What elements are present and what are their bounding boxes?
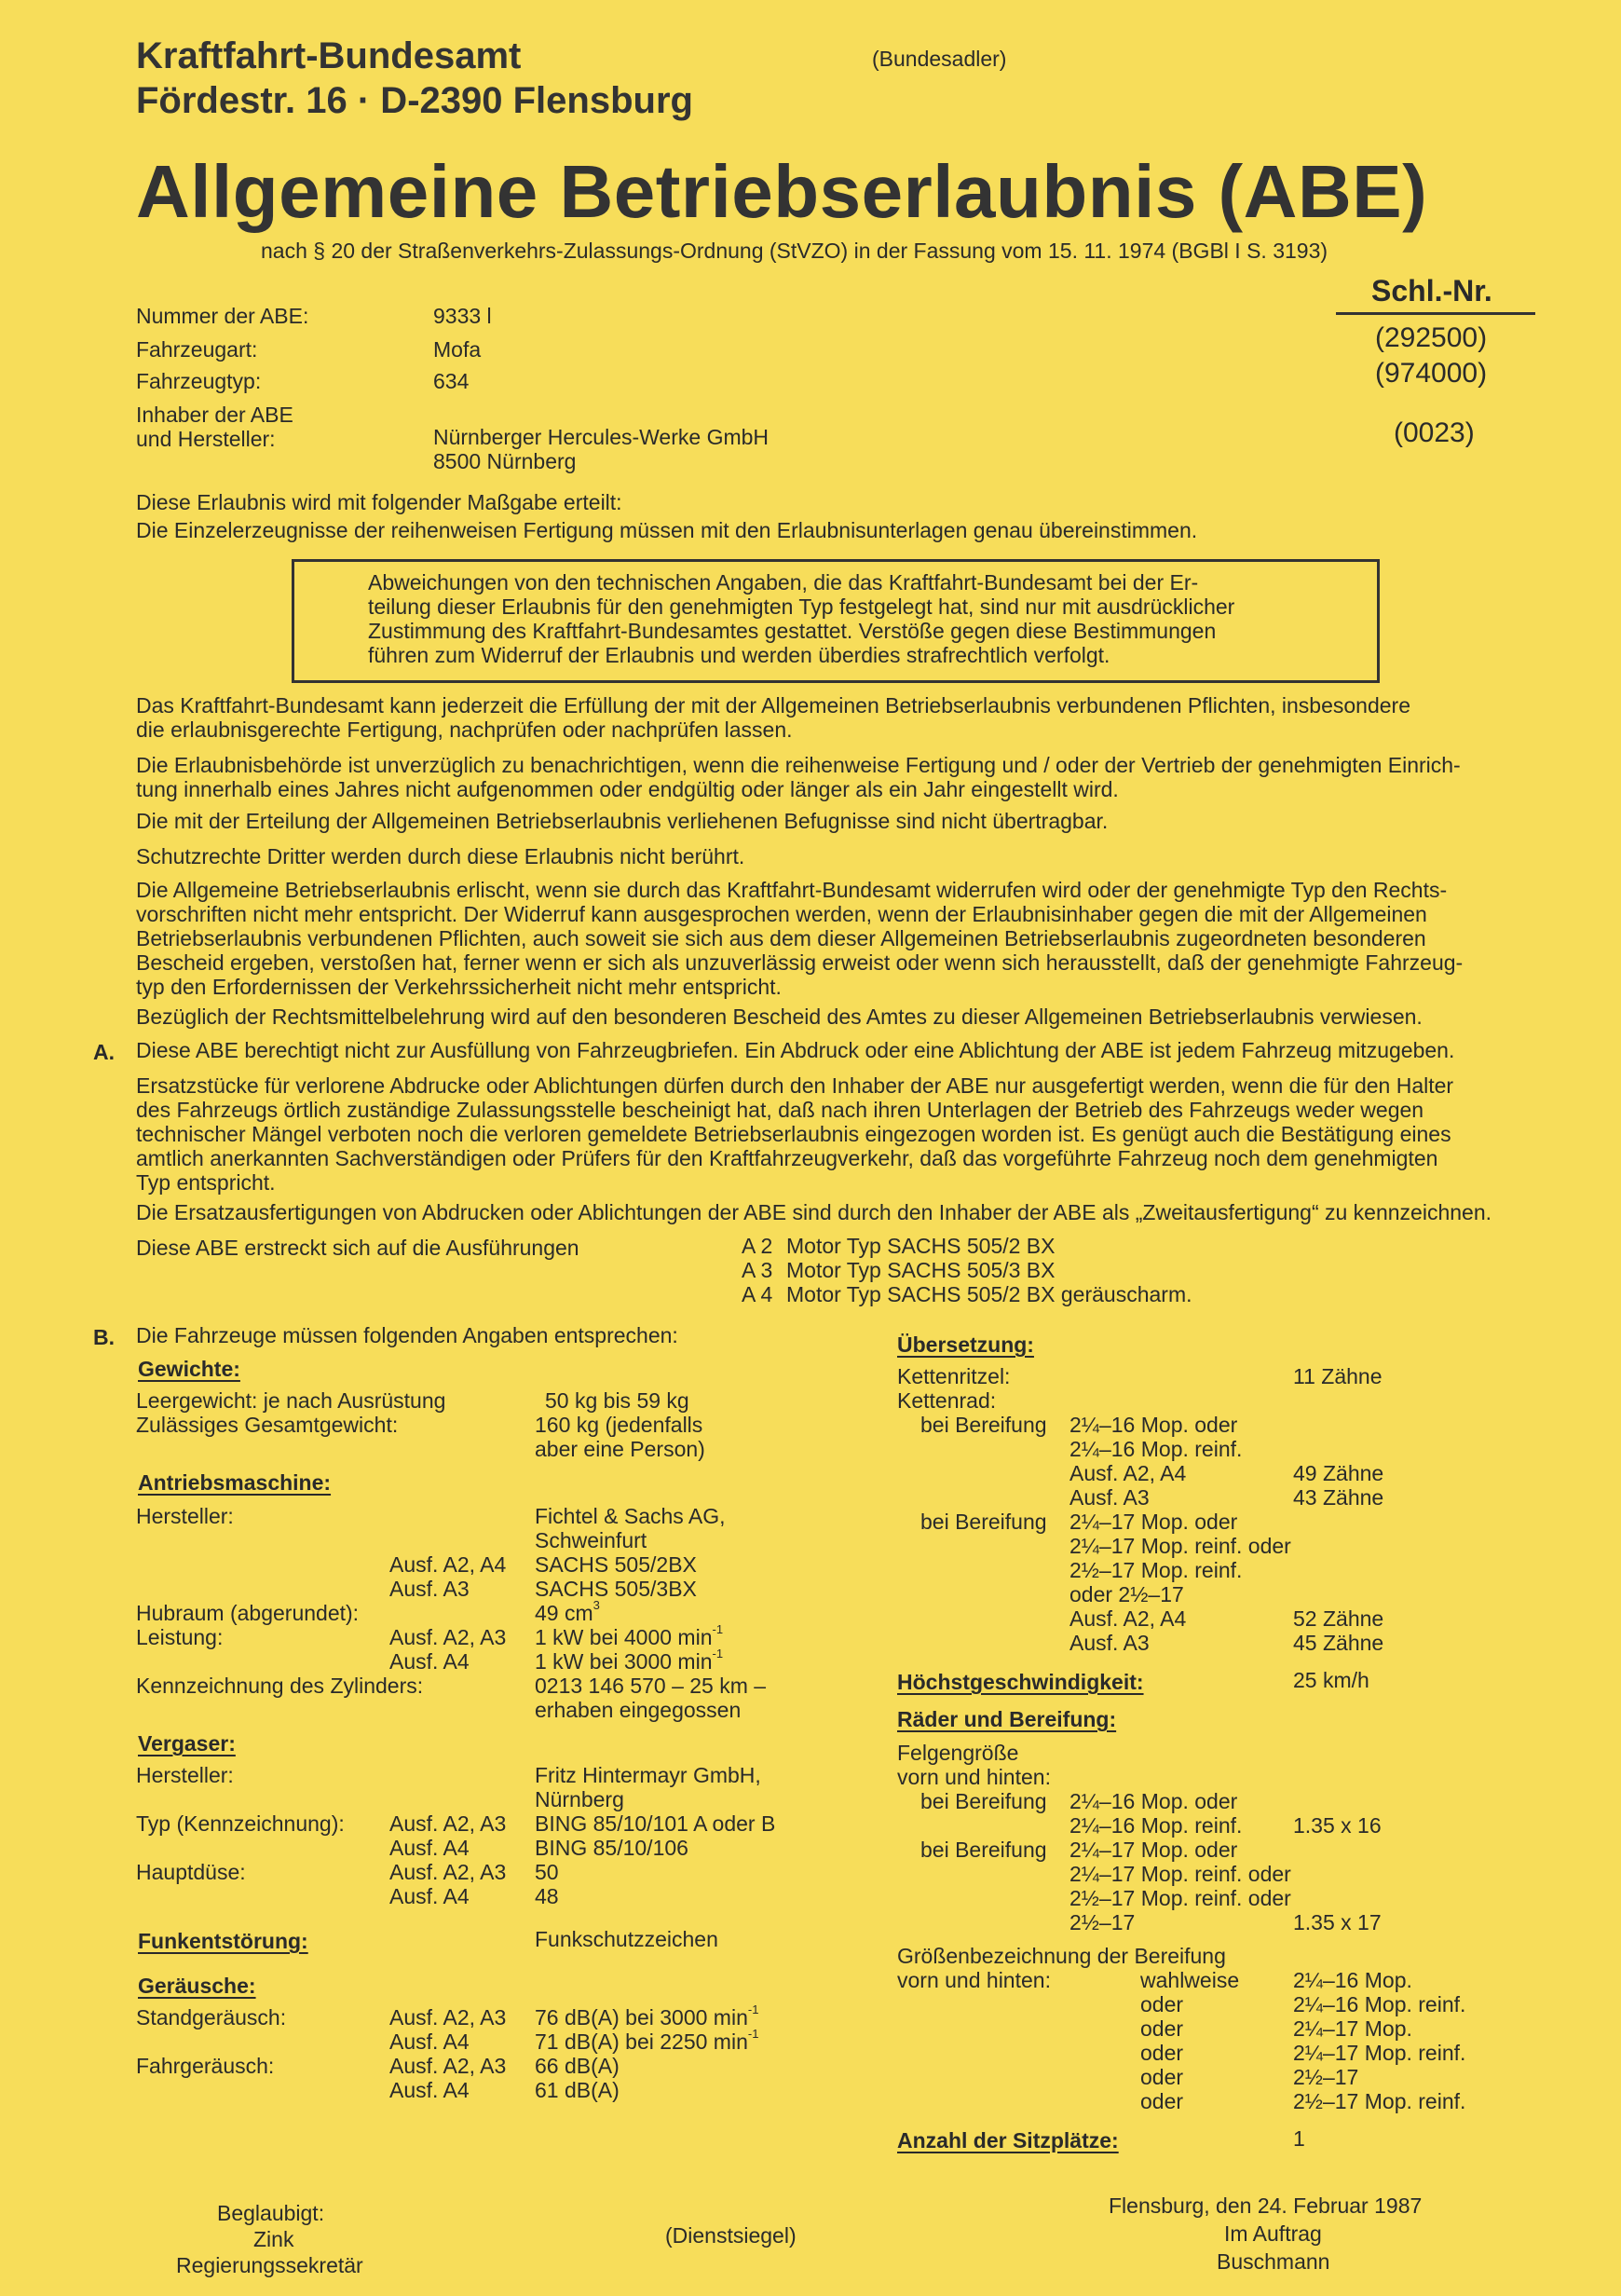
spec-value: oder 2½–17 (1069, 1582, 1184, 1606)
spec-value: 2¼–16 Mop. reinf. (1069, 1813, 1243, 1838)
spec-variant: Ausf. A3 (1069, 1631, 1150, 1655)
document-title: Allgemeine Betriebserlaubnis (ABE) (136, 150, 1428, 233)
certified-label: Beglaubigt: (217, 2201, 325, 2225)
section-a-line: amtlich anerkannten Sachverständigen oder Prüfers für den Kraftfahrzeugverkehr, daß das vorgeführte Fahrzeug noch dem genehmigten (136, 1146, 1438, 1170)
spec-connector: oder (1140, 2041, 1184, 2065)
paragraph-line: Bezüglich der Rechtsmittelbelehrung wird auf den besonderen Bescheid des Amtes zu dieser Allgemeinen Betriebserlaubnis verwiesen. (136, 1004, 1423, 1029)
seal-note: (Dienstsiegel) (665, 2223, 797, 2248)
spec-value: 1 kW bei 4000 $\min^{-1}$ (535, 1622, 724, 1649)
spec-value: SACHS 505/2BX (535, 1552, 697, 1577)
spec-connector: oder (1140, 2065, 1184, 2089)
variant-value: Motor Typ SACHS 505/3 BX (786, 1258, 1056, 1282)
spec-value: 0213 146 570 – 25 km – (535, 1674, 767, 1698)
spec-value: 25 km/h (1293, 1668, 1369, 1692)
intro-line: Die Einzelerzeugnisse der reihenweisen Fertigung müssen mit den Erlaubnisunterlagen genau übereinstimmen. (136, 518, 1198, 542)
notice-line: Abweichungen von den technischen Angaben, die das Kraftfahrt-Bundesamt bei der Er- (368, 570, 1199, 594)
heading-carburetor: Vergaser: (138, 1731, 236, 1756)
on-behalf: Im Auftrag (1224, 2221, 1322, 2246)
notice-line: Zustimmung des Kraftfahrt-Bundesamtes gestattet. Verstöße gegen diese Bestimmungen (368, 619, 1217, 643)
spec-label: Größenbezeichnung der Bereifung (897, 1944, 1226, 1968)
place-date: Flensburg, den 24. Februar 1987 (1109, 2194, 1423, 2218)
section-a-line: Typ entspricht. (136, 1170, 276, 1195)
spec-value: Fichtel & Sachs AG, (535, 1504, 726, 1528)
spec-value: BING 85/10/106 (535, 1836, 688, 1860)
spec-value: 76 dB(A) bei 3000 $\min^{-1}$ (535, 2002, 759, 2030)
paragraph-line: Schutzrechte Dritter werden durch diese Erlaubnis nicht berührt. (136, 844, 745, 868)
section-a-line: Die Ersatzausfertigungen von Abdrucken oder Ablichtungen der ABE sind durch den Inhaber der ABE als „Zweitausfertigung“ zu kennzeichnen. (136, 1200, 1492, 1224)
certifier-rank: Regierungssekretär (176, 2253, 363, 2277)
spec-variant: Ausf. A2, A4 (1069, 1606, 1187, 1631)
spec-label: Kettenrad: (897, 1388, 997, 1413)
spec-label: Typ (Kennzeichnung): (136, 1811, 345, 1836)
authority-address: Fördestr. 16 · D-2390 Flensburg (136, 80, 693, 121)
spec-value: 48 (535, 1884, 559, 1908)
spec-label: Hauptdüse: (136, 1860, 246, 1884)
spec-label: vorn und hinten: (897, 1968, 1051, 1992)
paragraph-line: tung innerhalb eines Jahres nicht aufgenommen oder endgültig oder länger als ein Jahr eingestellt wird. (136, 777, 1119, 801)
spec-label: Fahrgeräusch: (136, 2054, 275, 2078)
section-a-line: Diese ABE berechtigt nicht zur Ausfüllung von Fahrzeugbriefen. Ein Abdruck oder eine Ablichtung der ABE ist jedem Fahrzeug mitzugeben. (136, 1038, 1455, 1062)
spec-label: bei Bereifung (920, 1413, 1047, 1437)
heading-engine: Antriebsmaschine: (138, 1470, 332, 1495)
spec-value: 2¼–17 Mop. reinf. (1293, 2041, 1466, 2065)
holder-value: Nürnberger Hercules-Werke GmbH (433, 425, 770, 449)
spec-label: Hersteller: (136, 1504, 234, 1528)
heading-max-speed: Höchstgeschwindigkeit: (897, 1670, 1144, 1694)
spec-value: Nürnberg (535, 1787, 624, 1811)
emblem-note: (Bundesadler) (872, 47, 1007, 71)
vehicle-type-label: Fahrzeugtyp: (136, 369, 262, 393)
spec-value: 2¼–17 Mop. (1293, 2016, 1412, 2041)
holder-value: 8500 Nürnberg (433, 449, 577, 473)
spec-variant: Ausf. A3 (389, 1577, 470, 1601)
variant-key: A 4 (742, 1282, 773, 1306)
spec-value: 160 kg (jedenfalls (535, 1413, 703, 1437)
spec-value: 2¼–17 Mop. oder (1069, 1510, 1238, 1534)
spec-label: Kettenritzel: (897, 1364, 1011, 1388)
spec-variant: Ausf. A2, A4 (1069, 1461, 1187, 1485)
heading-noise: Geräusche: (138, 1974, 256, 1998)
spec-variant: Ausf. A4 (389, 2078, 470, 2102)
paragraph-line: Das Kraftfahrt-Bundesamt kann jederzeit die Erfüllung der mit der Allgemeinen Betriebserlaubnis verbundenen Pflichten, insbesondere (136, 693, 1411, 718)
document-subtitle: nach § 20 der Straßenverkehrs-Zulassungs-Ordnung (StVZO) in der Fassung vom 15. 11. 1974 (BGBl I S. 3193) (261, 239, 1328, 263)
spec-value: 1.35 x 17 (1293, 1910, 1382, 1934)
spec-value: 1.35 x 16 (1293, 1813, 1382, 1838)
spec-variant: Ausf. A2, A4 (389, 1552, 507, 1577)
spec-value: Schweinfurt (535, 1528, 647, 1552)
spec-value: 2½–17 (1069, 1910, 1136, 1934)
spec-label: bei Bereifung (920, 1789, 1047, 1813)
spec-connector: oder (1140, 2016, 1184, 2041)
spec-variant: Ausf. A3 (1069, 1485, 1150, 1510)
spec-value: 49 Zähne (1293, 1461, 1384, 1485)
spec-value: 11 Zähne (1293, 1364, 1383, 1388)
spec-label: Hubraum (abgerundet): (136, 1601, 360, 1625)
spec-value: erhaben eingegossen (535, 1698, 742, 1722)
spec-value: 66 dB(A) (535, 2054, 620, 2078)
vehicle-kind-label: Fahrzeugart: (136, 337, 258, 362)
spec-label: Felgengröße (897, 1741, 1019, 1765)
schl-nr-rule (1336, 312, 1535, 315)
schl-nr-value: (292500) (1375, 322, 1488, 353)
spec-variant: Ausf. A4 (389, 1884, 470, 1908)
spec-value: 2¼–17 Mop. reinf. oder (1069, 1534, 1291, 1558)
paragraph-line: Bescheid ergeben, verstoßen hat, ferner wenn er sich als unzuverlässig erweist oder wenn sich herausstellt, daß der genehmigte Fahrzeug- (136, 950, 1464, 975)
abe-number-value: 9333 l (433, 304, 492, 328)
heading-gearing: Übersetzung: (897, 1332, 1034, 1357)
holder-label: Inhaber der ABE (136, 403, 293, 427)
spec-label: Leergewicht: je nach Ausrüstung (136, 1388, 446, 1413)
spec-value: 2¼–16 Mop. oder (1069, 1413, 1238, 1437)
spec-value: 43 Zähne (1293, 1485, 1384, 1510)
spec-label: Zulässiges Gesamtgewicht: (136, 1413, 399, 1437)
spec-value: 2½–17 Mop. reinf. (1069, 1558, 1243, 1582)
spec-value: 2¼–17 Mop. reinf. oder (1069, 1862, 1291, 1886)
spec-value: 2½–17 (1293, 2065, 1359, 2089)
heading-wheels: Räder und Bereifung: (897, 1707, 1117, 1731)
spec-label: bei Bereifung (920, 1838, 1047, 1862)
spec-variant: Ausf. A2, A3 (389, 2005, 507, 2030)
spec-variant: Ausf. A4 (389, 1649, 470, 1674)
spec-connector: wahlweise (1140, 1968, 1240, 1992)
paragraph-line: typ den Erfordernissen der Verkehrssicherheit nicht mehr entspricht. (136, 975, 782, 999)
spec-value: 2½–17 Mop. reinf. (1293, 2089, 1466, 2113)
paragraph-line: vorschriften nicht mehr entspricht. Der Widerruf kann ausgesprochen werden, wenn der Erlaubnisinhaber gegen die mit der Allgemeinen (136, 902, 1427, 926)
spec-variant: Ausf. A2, A3 (389, 1625, 507, 1649)
paragraph-line: Betriebserlaubnis verbundenen Pflichten, auch soweit sie sich aus dem dieser Allgemeinen Betriebserlaubnis zugeordneten besonderen (136, 926, 1426, 950)
spec-value: SACHS 505/3BX (535, 1577, 697, 1601)
spec-value: 2¼–16 Mop. (1293, 1968, 1412, 1992)
schl-nr-value: (974000) (1375, 358, 1488, 389)
variant-value: Motor Typ SACHS 505/2 BX geräuscharm. (786, 1282, 1192, 1306)
spec-value: 45 Zähne (1293, 1631, 1384, 1655)
spec-value: 1 kW bei 3000 $\min^{-1}$ (535, 1647, 724, 1674)
spec-variant: Ausf. A2, A3 (389, 1811, 507, 1836)
schl-nr-value: (0023) (1394, 417, 1475, 448)
paragraph-line: die erlaubnisgerechte Fertigung, nachprüfen oder nachprüfen lassen. (136, 718, 793, 742)
section-a-line: Diese ABE erstreckt sich auf die Ausführungen (136, 1236, 579, 1260)
spec-label: bei Bereifung (920, 1510, 1047, 1534)
spec-variant: Ausf. A2, A3 (389, 1860, 507, 1884)
spec-value: 2¼–16 Mop. oder (1069, 1789, 1238, 1813)
spec-label: Standgeräusch: (136, 2005, 287, 2030)
spec-variant: Ausf. A4 (389, 1836, 470, 1860)
paragraph-line: Die Allgemeine Betriebserlaubnis erlischt, wenn sie durch das Kraftfahrt-Bundesamt widerrufen wird oder der genehmigte Typ den Rechts- (136, 878, 1448, 902)
spec-value: aber eine Person) (535, 1437, 705, 1461)
spec-label: vorn und hinten: (897, 1765, 1051, 1789)
spec-value: 2¼–17 Mop. oder (1069, 1838, 1238, 1862)
section-a-line: des Fahrzeugs örtlich zuständige Zulassungsstelle bescheinigt hat, daß nach ihren Unterlagen der Betrieb des Fahrzeugs weder wegen (136, 1098, 1424, 1122)
heading-interference: Funkentstörung: (138, 1929, 308, 1953)
section-b-intro: Die Fahrzeuge müssen folgenden Angaben entsprechen: (136, 1323, 678, 1347)
spec-connector: oder (1140, 2089, 1184, 2113)
section-b-marker: B. (93, 1325, 115, 1349)
section-a-line: Ersatzstücke für verlorene Abdrucke oder Ablichtungen dürfen durch den Inhaber der ABE nur ausgefertigt werden, wenn die für den Halter (136, 1073, 1454, 1098)
schl-nr-label: Schl.-Nr. (1371, 274, 1492, 308)
vehicle-type-value: 634 (433, 369, 470, 393)
section-a-line: technischer Mängel verboten noch die verloren gemeldete Betriebserlaubnis eingezogen worden ist. Es genügt auch die Bestätigung eines (136, 1122, 1451, 1146)
spec-value: 2¼–16 Mop. reinf. (1069, 1437, 1243, 1461)
spec-value: 1 (1293, 2126, 1305, 2151)
authority-name: Kraftfahrt-Bundesamt (136, 35, 522, 76)
spec-value: 2½–17 Mop. reinf. oder (1069, 1886, 1291, 1910)
spec-label: Hersteller: (136, 1763, 234, 1787)
spec-value: 71 dB(A) bei 2250 $\min^{-1}$ (535, 2027, 759, 2054)
heading-seats: Anzahl der Sitzplätze: (897, 2128, 1119, 2152)
spec-value: Funkschutzzeichen (535, 1927, 718, 1951)
paragraph-line: Die Erlaubnisbehörde ist unverzüglich zu benachrichtigen, wenn die reihenweise Fertigung und / oder der Vertrieb der genehmigten Einrich- (136, 753, 1461, 777)
vehicle-kind-value: Mofa (433, 337, 482, 362)
variant-value: Motor Typ SACHS 505/2 BX (786, 1234, 1056, 1258)
signatory-name: Buschmann (1217, 2249, 1330, 2274)
variant-key: A 2 (742, 1234, 773, 1258)
spec-value: 52 Zähne (1293, 1606, 1384, 1631)
spec-value: BING 85/10/101 A oder B (535, 1811, 776, 1836)
spec-value: Fritz Hintermayr GmbH, (535, 1763, 761, 1787)
spec-value: 49 $cm^3$ (535, 1598, 600, 1625)
intro-line: Diese Erlaubnis wird mit folgender Maßgabe erteilt: (136, 490, 622, 514)
abe-number-label: Nummer der ABE: (136, 304, 309, 328)
spec-connector: oder (1140, 1992, 1184, 2016)
spec-value: 50 (535, 1860, 559, 1884)
spec-variant: Ausf. A4 (389, 2030, 470, 2054)
spec-variant: Ausf. A2, A3 (389, 2054, 507, 2078)
spec-value: 50 kg bis 59 kg (545, 1388, 689, 1413)
variant-key: A 3 (742, 1258, 773, 1282)
spec-label: Leistung: (136, 1625, 224, 1649)
spec-label: Kennzeichnung des Zylinders: (136, 1674, 424, 1698)
notice-line: führen zum Widerruf der Erlaubnis und werden überdies strafrechtlich verfolgt. (368, 643, 1110, 667)
spec-value: 61 dB(A) (535, 2078, 620, 2102)
heading-weights: Gewichte: (138, 1357, 240, 1381)
paragraph-line: Die mit der Erteilung der Allgemeinen Betriebserlaubnis verliehenen Befugnisse sind nicht übertragbar. (136, 809, 1109, 833)
holder-label: und Hersteller: (136, 427, 276, 451)
certifier-name: Zink (253, 2227, 294, 2251)
section-a-marker: A. (93, 1040, 115, 1064)
notice-line: teilung dieser Erlaubnis für den genehmigten Typ festgelegt hat, sind nur mit ausdrücklicher (368, 594, 1235, 619)
spec-value: 2¼–16 Mop. reinf. (1293, 1992, 1466, 2016)
